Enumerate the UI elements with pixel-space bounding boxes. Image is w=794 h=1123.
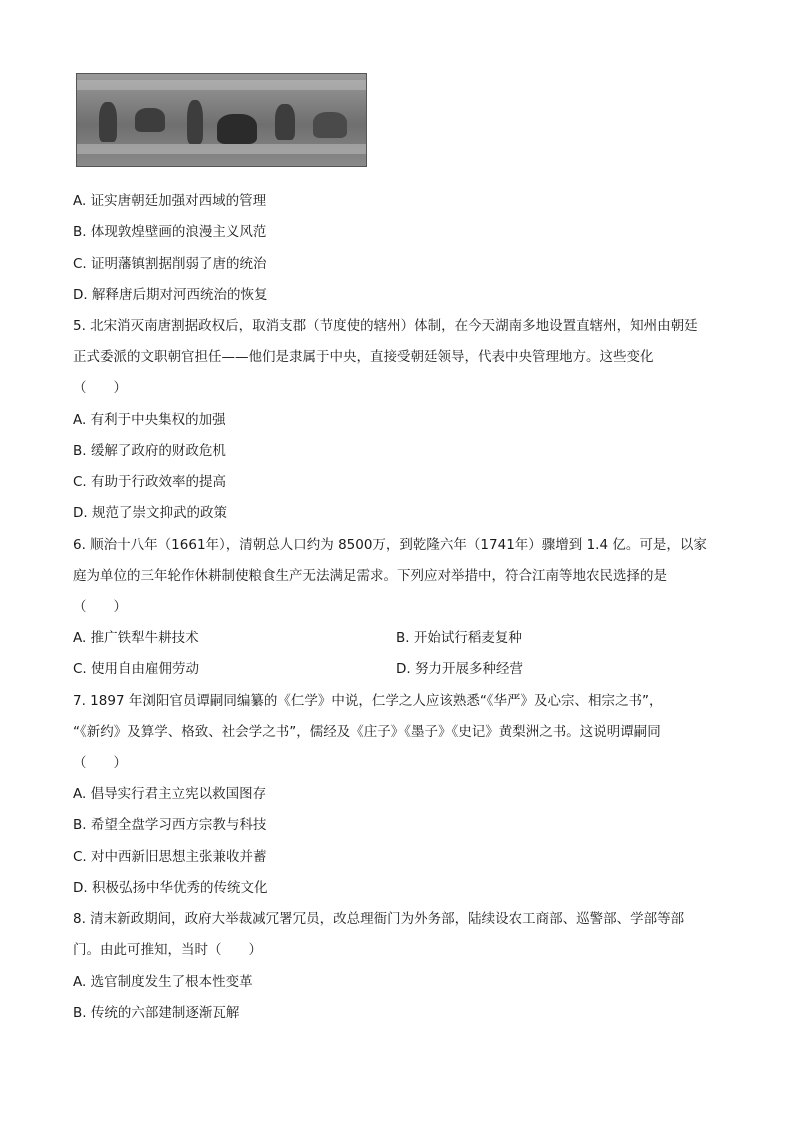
q4-option-b: B. 体现敦煌壁画的浪漫主义风范 — [73, 224, 267, 240]
q4-option-c: C. 证明藩镇割据削弱了唐的统治 — [73, 256, 267, 272]
q8-stem-line-2: 门。由此可推知，当时（ ） — [73, 942, 262, 958]
q6-answer-bracket: （ ） — [73, 599, 127, 615]
question-figure — [76, 73, 367, 167]
q5-option-c: C. 有助于行政效率的提高 — [73, 474, 227, 490]
q5-option-a: A. 有利于中央集权的加强 — [73, 412, 226, 428]
q7-option-c: C. 对中西新旧思想主张兼收并蓄 — [73, 849, 267, 865]
q4-option-d: D. 解释唐后期对河西统治的恢复 — [73, 287, 268, 303]
q7-stem-line-2: “《新约》及算学、格致、社会学之书”，儒经及《庄子》《墨子》《史记》黄梨洲之书。这说明谭嗣同 — [73, 724, 661, 740]
q6-stem-line-1: 6. 顺治十八年（1661年），清朝总人口约为 8500万，到乾隆六年（1741年）骤增到 1.4 亿。可是，以家 — [73, 537, 707, 553]
q6-option-c: C. 使用自由雇佣劳动 — [73, 661, 200, 677]
q7-option-d: D. 积极弘扬中华优秀的传统文化 — [73, 880, 268, 896]
q4-option-a: A. 证实唐朝廷加强对西域的管理 — [73, 193, 267, 209]
q7-stem-line-1: 7. 1897 年浏阳官员谭嗣同编纂的《仁学》中说，仁学之人应该熟悉“《华严》及心宗、相宗之书”， — [73, 693, 663, 709]
q5-answer-bracket: （ ） — [73, 380, 127, 396]
q5-stem-line-2: 正式委派的文职朝官担任——他们是隶属于中央，直接受朝廷领导，代表中央管理地方。这些变化 — [73, 349, 654, 365]
q7-option-a: A. 倡导实行君主立宪以救国图存 — [73, 786, 267, 802]
q5-option-d: D. 规范了崇文抑武的政策 — [73, 505, 227, 521]
q6-option-d: D. 努力开展多种经营 — [396, 661, 523, 677]
q5-option-b: B. 缓解了政府的财政危机 — [73, 443, 226, 459]
q6-option-b: B. 开始试行稻麦复种 — [396, 630, 522, 646]
q7-answer-bracket: （ ） — [73, 755, 127, 771]
q7-option-b: B. 希望全盘学习西方宗教与科技 — [73, 817, 267, 833]
q6-option-a: A. 推广铁犁牛耕技术 — [73, 630, 199, 646]
q8-option-b: B. 传统的六部建制逐渐瓦解 — [73, 1005, 240, 1021]
q8-stem-line-1: 8. 清末新政期间，政府大举裁减冗署冗员，改总理衙门为外务部，陆续设农工商部、巡警部、学部等部 — [73, 911, 685, 927]
q5-stem-line-1: 5. 北宋消灭南唐割据政权后，取消支郡（节度使的辖州）体制，在今天湖南多地设置直辖州，知州由朝廷 — [73, 318, 698, 334]
q8-option-a: A. 选官制度发生了根本性变革 — [73, 974, 253, 990]
q6-stem-line-2: 庭为单位的三年轮作休耕制使粮食生产无法满足需求。下列应对举措中，符合江南等地农民选择的是 — [73, 568, 667, 584]
